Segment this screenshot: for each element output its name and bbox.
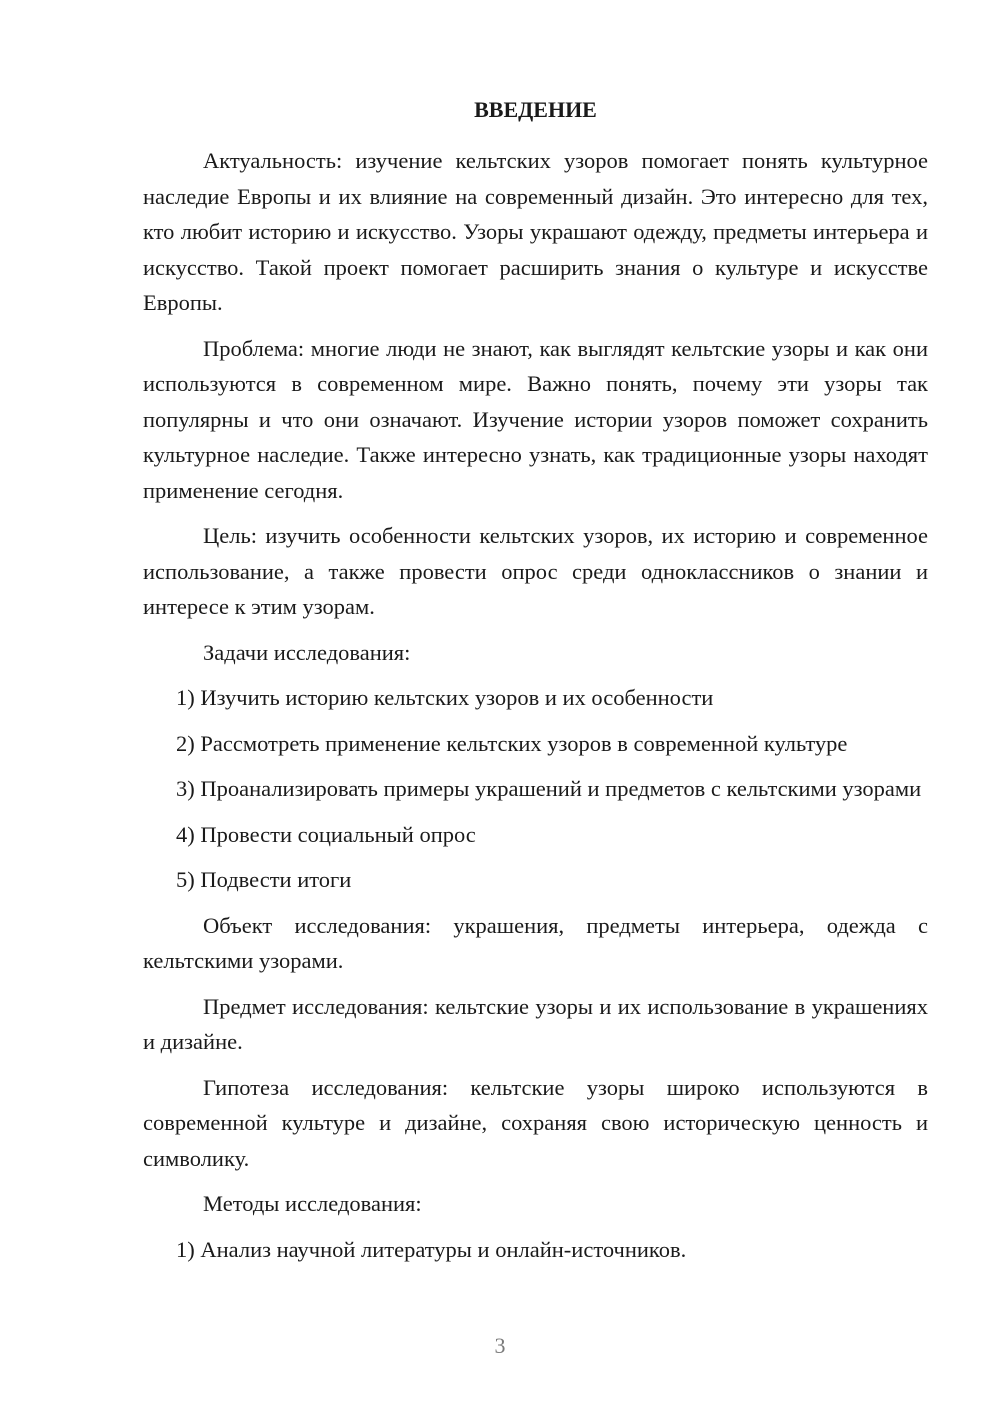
task-item: 4) Провести социальный опрос bbox=[176, 821, 476, 847]
task-item: 2) Рассмотреть применение кельтских узоров в современной культуре bbox=[176, 730, 848, 756]
problem-paragraph: Проблема: многие люди не знают, как выглядят кельтские узоры и как они используются в современном мире. Важно понять, почему эти узоры так популярны и что они означают. Изучение истории узоров поможет сохранить культурное наследие. Также интересно узнать, как традиционные узоры находят применение сегодня. bbox=[143, 335, 928, 503]
goal-paragraph: Цель: изучить особенности кельтских узоров, их историю и современное использование, а также провести опрос среди одноклассников о знании и интересе к этим узорам. bbox=[143, 523, 928, 619]
method-item: 1) Анализ научной литературы и онлайн-источников. bbox=[176, 1236, 687, 1262]
hypothesis-paragraph: Гипотеза исследования: кельтские узоры широко используются в современной культуре и дизайне, сохраняя свою историческую ценность и символику. bbox=[143, 1074, 928, 1171]
task-item: 1) Изучить историю кельтских узоров и их особенности bbox=[176, 685, 714, 710]
subject-paragraph: Предмет исследования: кельтские узоры и их использование в украшениях и дизайне. bbox=[143, 993, 928, 1054]
task-item: 3) Проанализировать примеры украшений и предметов с кельтскими узорами bbox=[176, 776, 922, 801]
relevance-paragraph: Актуальность: изучение кельтских узоров помогает понять культурное наследие Европы и их влияние на современный дизайн. Это интересно для тех, кто любит историю и искусство. Узоры украшают одежду, предметы интерьера и искусство. Такой проект помогает расширить знания о культуре и искусстве Европы. bbox=[143, 148, 928, 315]
tasks-label: Задачи исследования: bbox=[203, 639, 411, 665]
object-paragraph: Объект исследования: украшения, предметы интерьера, одежда с кельтскими узорами. bbox=[143, 912, 928, 973]
page-number: 3 bbox=[494, 1333, 506, 1358]
document-page bbox=[143, 95, 928, 1277]
methods-label: Методы исследования: bbox=[203, 1191, 422, 1216]
task-item: 5) Подвести итоги bbox=[176, 867, 352, 892]
section-heading: ВВЕДЕНИЕ bbox=[474, 97, 597, 122]
